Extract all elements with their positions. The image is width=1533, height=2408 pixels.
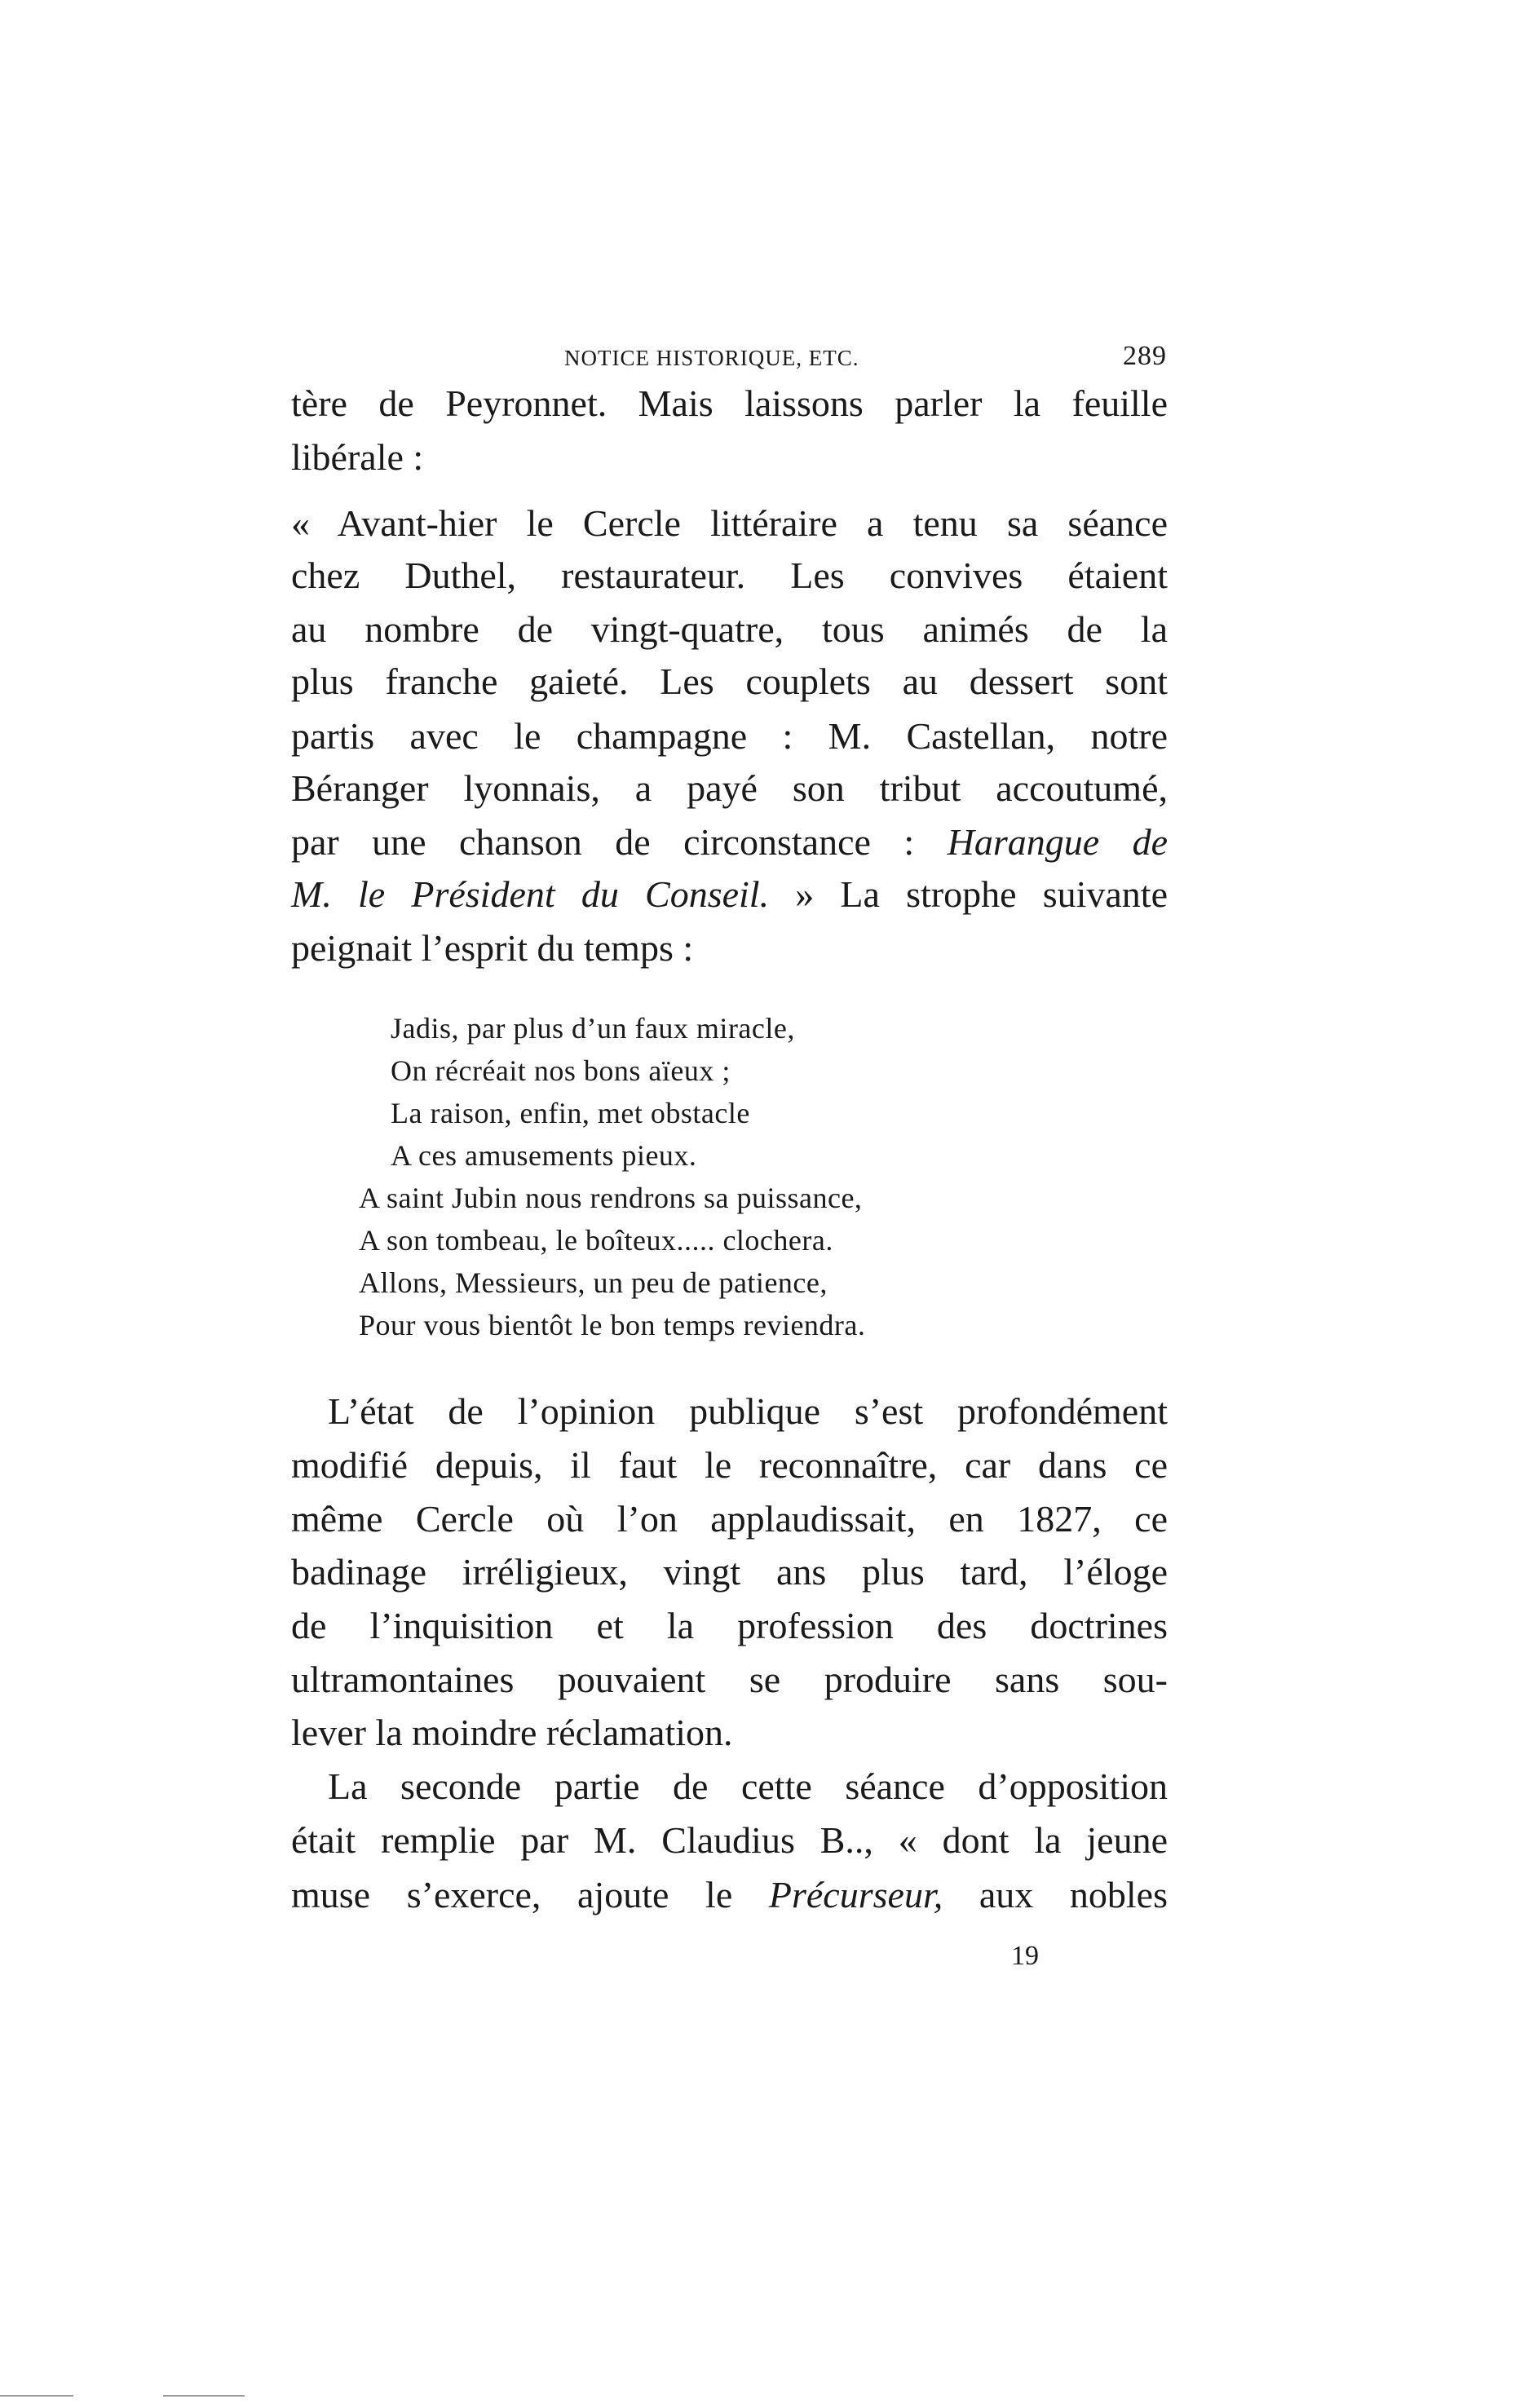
verse-line: Allons, Messieurs, un peu de patience, (359, 1266, 828, 1299)
italic-text: M. le Président du Conseil. (291, 873, 770, 915)
text-run: » La strophe suivante (769, 873, 1169, 915)
text-run: Béranger lyonnais, a payé son tribut accoutumé, (291, 767, 1168, 809)
text-run: de l’inquisition et la profession des doctrines (291, 1605, 1168, 1646)
verse-line: A ces amusements pieux. (391, 1139, 697, 1172)
para4-line (291, 1872, 1168, 1918)
text-run: peignait l’esprit du temps : (291, 927, 694, 969)
para2-line (291, 553, 1168, 599)
text-run: muse s’exerce, ajoute le (291, 1874, 769, 1915)
verse-line: Pour vous bientôt le bon temps reviendra. (359, 1309, 866, 1341)
text-run: aux nobles (943, 1874, 1169, 1915)
text-run: badinage irréligieux, vingt ans plus tard, l’éloge (291, 1551, 1168, 1593)
verse-line: A son tombeau, le boîteux..... clochera. (359, 1224, 833, 1257)
para2-line (291, 607, 1168, 652)
para3-line (328, 1389, 1168, 1434)
para1-line (291, 435, 1168, 480)
text-run: « Avant-hier le Cercle littéraire a tenu sa séance (291, 502, 1168, 544)
para3-line (291, 1496, 1168, 1542)
para4-line (328, 1764, 1168, 1809)
text-run: modifié depuis, il faut le reconnaître, car dans ce (291, 1444, 1168, 1486)
italic-text: Précurseur, (768, 1874, 943, 1915)
para2-line (291, 926, 1168, 971)
para1-line (291, 381, 1168, 426)
text-run: par une chanson de circonstance : (291, 821, 948, 863)
text-run: tère de Peyronnet. Mais laissons parler la feuille (291, 382, 1168, 424)
para2-line (291, 501, 1168, 546)
para3-line (291, 1443, 1168, 1488)
verse-line: La raison, enfin, met obstacle (391, 1097, 750, 1129)
text-run: était remplie par M. Claudius B.., « dont la jeune (291, 1819, 1168, 1861)
edge-rule (163, 2395, 245, 2397)
verse-line: Jadis, par plus d’un faux miracle, (391, 1012, 795, 1045)
text-run: L’état de l’opinion publique s’est profondément (328, 1390, 1168, 1432)
para4-line (291, 1818, 1168, 1863)
running-title: NOTICE HISTORIQUE, ETC. (564, 346, 859, 370)
para3-line (291, 1710, 1168, 1756)
text-run: au nombre de vingt-quatre, tous animés de la (291, 608, 1168, 650)
para2-line (291, 820, 1168, 865)
italic-text: Harangue de (947, 821, 1168, 863)
text-run: ultramontaines pouvaient se produire sans sou- (291, 1659, 1168, 1700)
page-number: 289 (1123, 341, 1167, 371)
verse-line: On récréait nos bons aïeux ; (391, 1054, 731, 1087)
verse-line: A saint Jubin nous rendrons sa puissance, (359, 1182, 863, 1214)
text-run: plus franche gaieté. Les couplets au dessert sont (291, 661, 1168, 702)
para3-line (291, 1549, 1168, 1595)
text-run: chez Duthel, restaurateur. Les convives étaient (291, 555, 1168, 596)
signature-mark: 19 (1011, 1941, 1039, 1971)
para3-line (291, 1603, 1168, 1649)
text-run: même Cercle où l’on applaudissait, en 1827, ce (291, 1498, 1168, 1540)
edge-rule (0, 2395, 73, 2397)
para2-line (291, 766, 1168, 811)
para2-line (291, 714, 1168, 759)
para3-line (291, 1657, 1168, 1703)
para2-line (291, 872, 1168, 917)
text-run: libérale : (291, 436, 424, 478)
text-run: lever la moindre réclamation. (291, 1712, 733, 1753)
text-run: partis avec le champagne : M. Castellan, notre (291, 715, 1168, 757)
text-run: La seconde partie de cette séance d’opposition (328, 1765, 1168, 1807)
para2-line (291, 659, 1168, 705)
